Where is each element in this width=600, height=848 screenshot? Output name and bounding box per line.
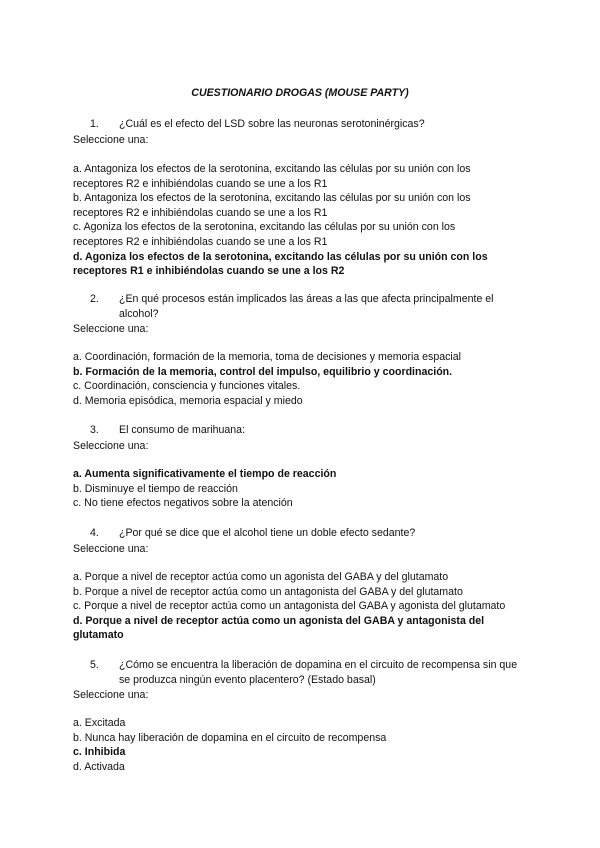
- question-stem: El consumo de marihuana:: [119, 424, 246, 436]
- question-stem-line2: se produzca ningún evento placentero? (Estado basal): [119, 673, 376, 686]
- question-5-options: [73, 716, 543, 774]
- option-2b: b. Formación de la memoria, control del impulso, equilibrio y coordinación.: [73, 365, 453, 378]
- option-5b: b. Nunca hay liberación de dopamina en el circuito de recompensa: [73, 731, 387, 744]
- option-2c: c. Coordinación, consciencia y funciones vitales.: [73, 380, 301, 393]
- option-5d: d. Activada: [73, 760, 125, 773]
- option-1a-line1: a. Antagoniza los efectos de la serotonina, excitando las células por su unión con los: [73, 163, 471, 175]
- option-2d: d. Memoria episódica, memoria espacial y miedo: [73, 394, 303, 407]
- question-number: 4.: [90, 527, 99, 539]
- option-1c-line2: receptores R2 e inhibiéndolas cuando se une a los R1: [73, 235, 328, 248]
- option-3c: c. No tiene efectos negativos sobre la atención: [73, 497, 293, 510]
- option-2a: a. Coordinación, formación de la memoria, toma de decisiones y memoria espacial: [73, 351, 462, 363]
- question-4: [73, 526, 543, 556]
- question-stem: ¿Por qué se dice que el alcohol tiene un doble efecto sedante?: [119, 527, 416, 539]
- option-1d-line1: d. Agoniza los efectos de la serotonina, excitando las células por su unión con los: [73, 250, 488, 263]
- option-1b-line1: b. Antagoniza los efectos de la serotonina, excitando las células por su unión con los: [73, 192, 471, 205]
- option-4b: b. Porque a nivel de receptor actúa como un antagonista del GABA y del glutamato: [73, 585, 463, 598]
- question-number: 3.: [90, 424, 99, 436]
- question-stem-line1: ¿Cómo se encuentra la liberación de dopamina en el circuito de recompensa sin que: [119, 659, 518, 671]
- question-stem-line1: ¿En qué procesos están implicados las áreas a las que afecta principalmente el: [119, 293, 494, 305]
- question-3-options: [73, 467, 543, 511]
- question-2: [73, 292, 543, 337]
- question-stem-line2: alcohol?: [119, 307, 159, 320]
- select-label: Seleccione una:: [73, 439, 149, 452]
- select-label: Seleccione una:: [73, 133, 149, 146]
- option-1d-line2: receptores R1 e inhibiéndolas cuando se une a los R2: [73, 265, 345, 278]
- question-stem: ¿Cuál es el efecto del LSD sobre las neuronas serotoninérgicas?: [119, 118, 425, 130]
- select-label: Seleccione una:: [73, 323, 149, 336]
- question-text: [73, 117, 543, 132]
- option-5c: c. Inhibida: [73, 746, 126, 759]
- question-5: [73, 658, 543, 703]
- option-3a: a. Aumenta significativamente el tiempo de reacción: [73, 468, 337, 480]
- option-1b-line2: receptores R2 e inhibiéndolas cuando se une a los R1: [73, 206, 328, 219]
- question-1-options: [73, 162, 543, 279]
- question-text: [73, 526, 543, 541]
- option-4c: c. Porque a nivel de receptor actúa como un antagonista del GABA y agonista del glutamato: [73, 600, 506, 613]
- option-1a-line2: receptores R2 e inhibiéndolas cuando se une a los R1: [73, 177, 328, 190]
- select-label: Seleccione una:: [73, 542, 149, 555]
- question-3: [73, 423, 543, 453]
- question-1: [73, 117, 543, 147]
- question-text: [73, 658, 543, 687]
- question-2-options: [73, 350, 543, 408]
- question-number: 5.: [90, 659, 99, 671]
- question-4-options: [73, 570, 543, 643]
- question-number: 1.: [90, 118, 99, 130]
- question-text: [73, 423, 543, 438]
- question-text: [73, 292, 543, 321]
- option-4d-line2: glutamato: [73, 629, 124, 642]
- option-4a: a. Porque a nivel de receptor actúa como un agonista del GABA y del glutamato: [73, 571, 449, 583]
- option-1c-line1: c. Agoniza los efectos de la serotonina, excitando las células por su unión con los: [73, 221, 456, 234]
- option-5a: a. Excitada: [73, 717, 126, 729]
- option-3b: b. Disminuye el tiempo de reacción: [73, 482, 238, 495]
- page-title: CUESTIONARIO DROGAS (MOUSE PARTY): [191, 87, 409, 99]
- question-number: 2.: [90, 293, 99, 305]
- select-label: Seleccione una:: [73, 689, 149, 702]
- option-4d-line1: d. Porque a nivel de receptor actúa como un agonista del GABA y antagonista del: [73, 614, 485, 627]
